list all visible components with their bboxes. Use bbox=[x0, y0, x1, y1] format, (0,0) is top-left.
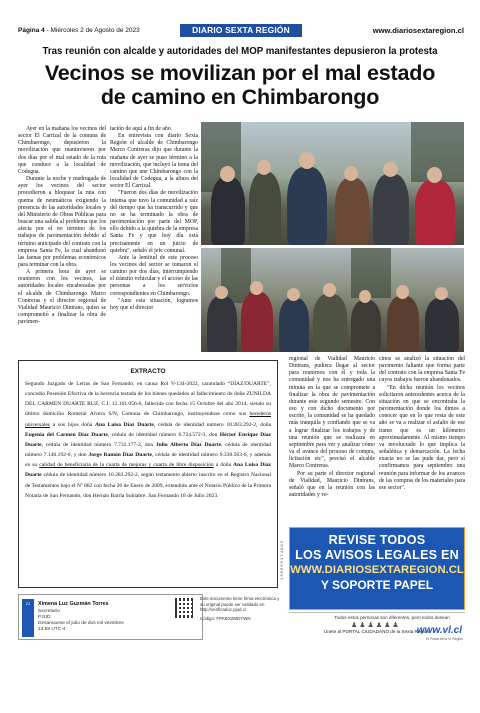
qr-code-icon bbox=[175, 598, 195, 618]
electronic-signature-note: Este documento tiene firma electrónica y su original puede ser validado en http://verificadoc.pjud.cl Código: FPKBXZMDYWN bbox=[200, 596, 280, 621]
court-seal-icon: 2J bbox=[22, 599, 34, 637]
legal-notice-title: EXTRACTO bbox=[130, 368, 166, 375]
website-link[interactable]: www.diariosextaregion.cl bbox=[372, 26, 464, 35]
page-header bbox=[18, 24, 464, 38]
article-headline: Vecinos se movilizan por el mal estado de camino en Chimbarongo bbox=[44, 61, 436, 109]
legal-notices-banner[interactable]: REVISE TODOS LOS AVISOS LEGALES EN WWW.DIARIOSEXTAREGION.CL Y SOPORTE PAPEL bbox=[289, 527, 465, 610]
article-kicker: Tras reunión con alcalde y autoridades del MOP manifestantes depusieron la protesta bbox=[42, 46, 438, 57]
vl-logo: www.vl.cl bbox=[416, 625, 462, 636]
signer-role: Secretario PJUD Desanuuese el julio de dos mil veintitres 13:58 UTC-4 bbox=[38, 609, 124, 632]
page-number-date: Página 4 - Miércoles 2 de Agosto de 2023 bbox=[18, 27, 140, 34]
vertical-code: 1 3 9 5 5 6 1 7 4 0 0 2 bbox=[279, 541, 284, 580]
portal-ciudadano-ad[interactable]: Todos estos personas son diferentes, pero todos desean ♟♟♟♟♟♟ Únete al PORTAL CIUDADANO de la Sexta Región www.vl.cl El Portal de la VI Región bbox=[289, 612, 465, 642]
legal-notice-extracto bbox=[18, 360, 278, 588]
people-icons: ♟♟♟♟♟♟ bbox=[351, 622, 401, 629]
article-column-3: regional de Vialidad Mauricio Dintrans, pudiera llegar al sector para reunirnos con él y toda la comunidad y nos ha entregado una minuta en la que se compromete a finalizar la obra de pavimentación durante este segundo semestre. Con eso y con dicho documento por escrito, la comunidad se ha quedado más tranquila y confiando que se va a lograr finalizar los trabajos y de una reunión que se realizará en septiembre para ver y analizar cómo va el avance del proceso de compra, licitación etc", precisó el alcalde Marco Contreras. Por su parte el director regional de Vialidad, Mauricio Dintrans, señaló que en la reunión con las autoridades y ve- bbox=[289, 356, 375, 498]
newspaper-brand: DIARIO SEXTA REGIÓN bbox=[180, 24, 302, 37]
legal-notice-body: Segundo Juzgado de Letras de San Fernando, en causa Rol V-134-2022, caratulado “DÍAZ/DUARTE”, concedió Posesión Efectiva de la herencia testada de los bienes quedados al fallecimiento de doña ZUNILDA DEL CARMEN DUARTE RUZ, C.I. 12.161.056-6, fallecida con fecha 15 Octubre del año 2014, siendo su último domicilio Romeral Alvera S/N, Comuna de Chimbarongo, instituyéndose como sus herederos universales a sus hijos doña Ana Luisa Díaz Duarte, cédula de identidad número 10.283.292-2, doña Eugenia del Carmen Díaz Duarte, cédula de identidad número 6.724.572-3, don Héctor Enrique Díaz Duarte, cédula de identidad número 7.732.177-2, don Julio Alberto Díaz Duarte, cédula de identidad número 7.146.192-0, y don Jorge Ramón Díaz Duarte, cédula de identidad número 9.330.563-6, y además en su calidad de beneficiaria de la cuarta de mejoras y cuarta de libre disposición a doña Ana Luisa Díaz Duarte cédula de identidad número 10.283.292-2, según testamento abierto inscrito en el Registro Nacional de Testamentos bajo el Nº 882 con fecha 26 de Enero de 2009, extendido ante el Notario Público de la Primera Notaría de San Fernando, don Hernán Barría Subiabre. San Fernando 18 de Julio 2023. bbox=[25, 381, 272, 499]
signer-name: Ximena Luz Guzmán Torres bbox=[38, 601, 109, 607]
article-column-4: cinos se analizó la situación del pavimento faltante que forma parte del contrato con la empresa Santa Fe cuyos trabajos fueron abandonados. "En dicha reunión los vecinos solicitaron antecedentes acerca de la situación en que se encontraba la pavimentación donde los dimos a conocer que en lo que resta de este año se va a realizar el asfalto de ese tramo que es un kilómetro aproximadamente. Al mismo tiempo va involucrado lo que implica la señalética y demarcación. La fecha exacta no se las pude dar, pero sí confirmamos para septiembre una reunión para informar de los avances de las compras de los materiales para ese sector". bbox=[379, 356, 465, 491]
article-column-1: Ayer en la mañana los vecinos del sector El Carrizal de la comuna de Chimbarongo, depusieron la movilización que mantuvieron por dos días por el mal estado de la ruta que conduce a la localidad de Codegua. Durante la noche y madrugada de ayer los vecinos del sector procedieron a bloquear la ruta con quema de neumáticos exigiendo la presencia de las autoridades locales y del Ministerio de Obras Públicas para buscar una salida al problema que los afecta por el no término de los trabajos de pavimentación debido al término anticipado del contrato con la empresa Santa Fe, la cual abandonó las faenas por problemas económicos para terminar con la obra. A primera hora de ayer se reunieron con los vecinos, las autoridades locales encabezadas por el alcalde de Chimbarongo Marco Contreras y el director regional de Vialidad Mauricio Dintrans, quien se comprometió a finalizar la obra de pavimen- bbox=[18, 126, 106, 326]
article-column-2: tación de aquí a fin de año. En entrevista con diario Sexta Región el alcalde de Chimbarongo Marco Contreras dijo que durante la mañana de ayer se puso término a la movilización, que incluyó la toma del camino que une Chimbarongo con la localidad de Codegua, a la altura del sector El Carrizal. "Fueron dos días de movilización intensa que tuvo la comunidad a raíz del tiempo que ha transcurrido y que no se ha terminado la obra de pavimentación por parte del MOP, ello debido a la quiebra de la empresa Santa Fe y que hoy día está precisamente en un juicio de quiebra", señaló el jefe comunal. Ante la lentitud de este proceso los vecinos del sector se tomaron el camino por dos días, interrumpiendo el tránsito vehicular y el acceso de las personas a los servicios correspondientes en Chimbarongo. "Ante esta situación, logramos hoy que el director bbox=[110, 126, 198, 311]
meeting-photo-top bbox=[201, 122, 464, 245]
meeting-photo-bottom bbox=[201, 248, 464, 352]
